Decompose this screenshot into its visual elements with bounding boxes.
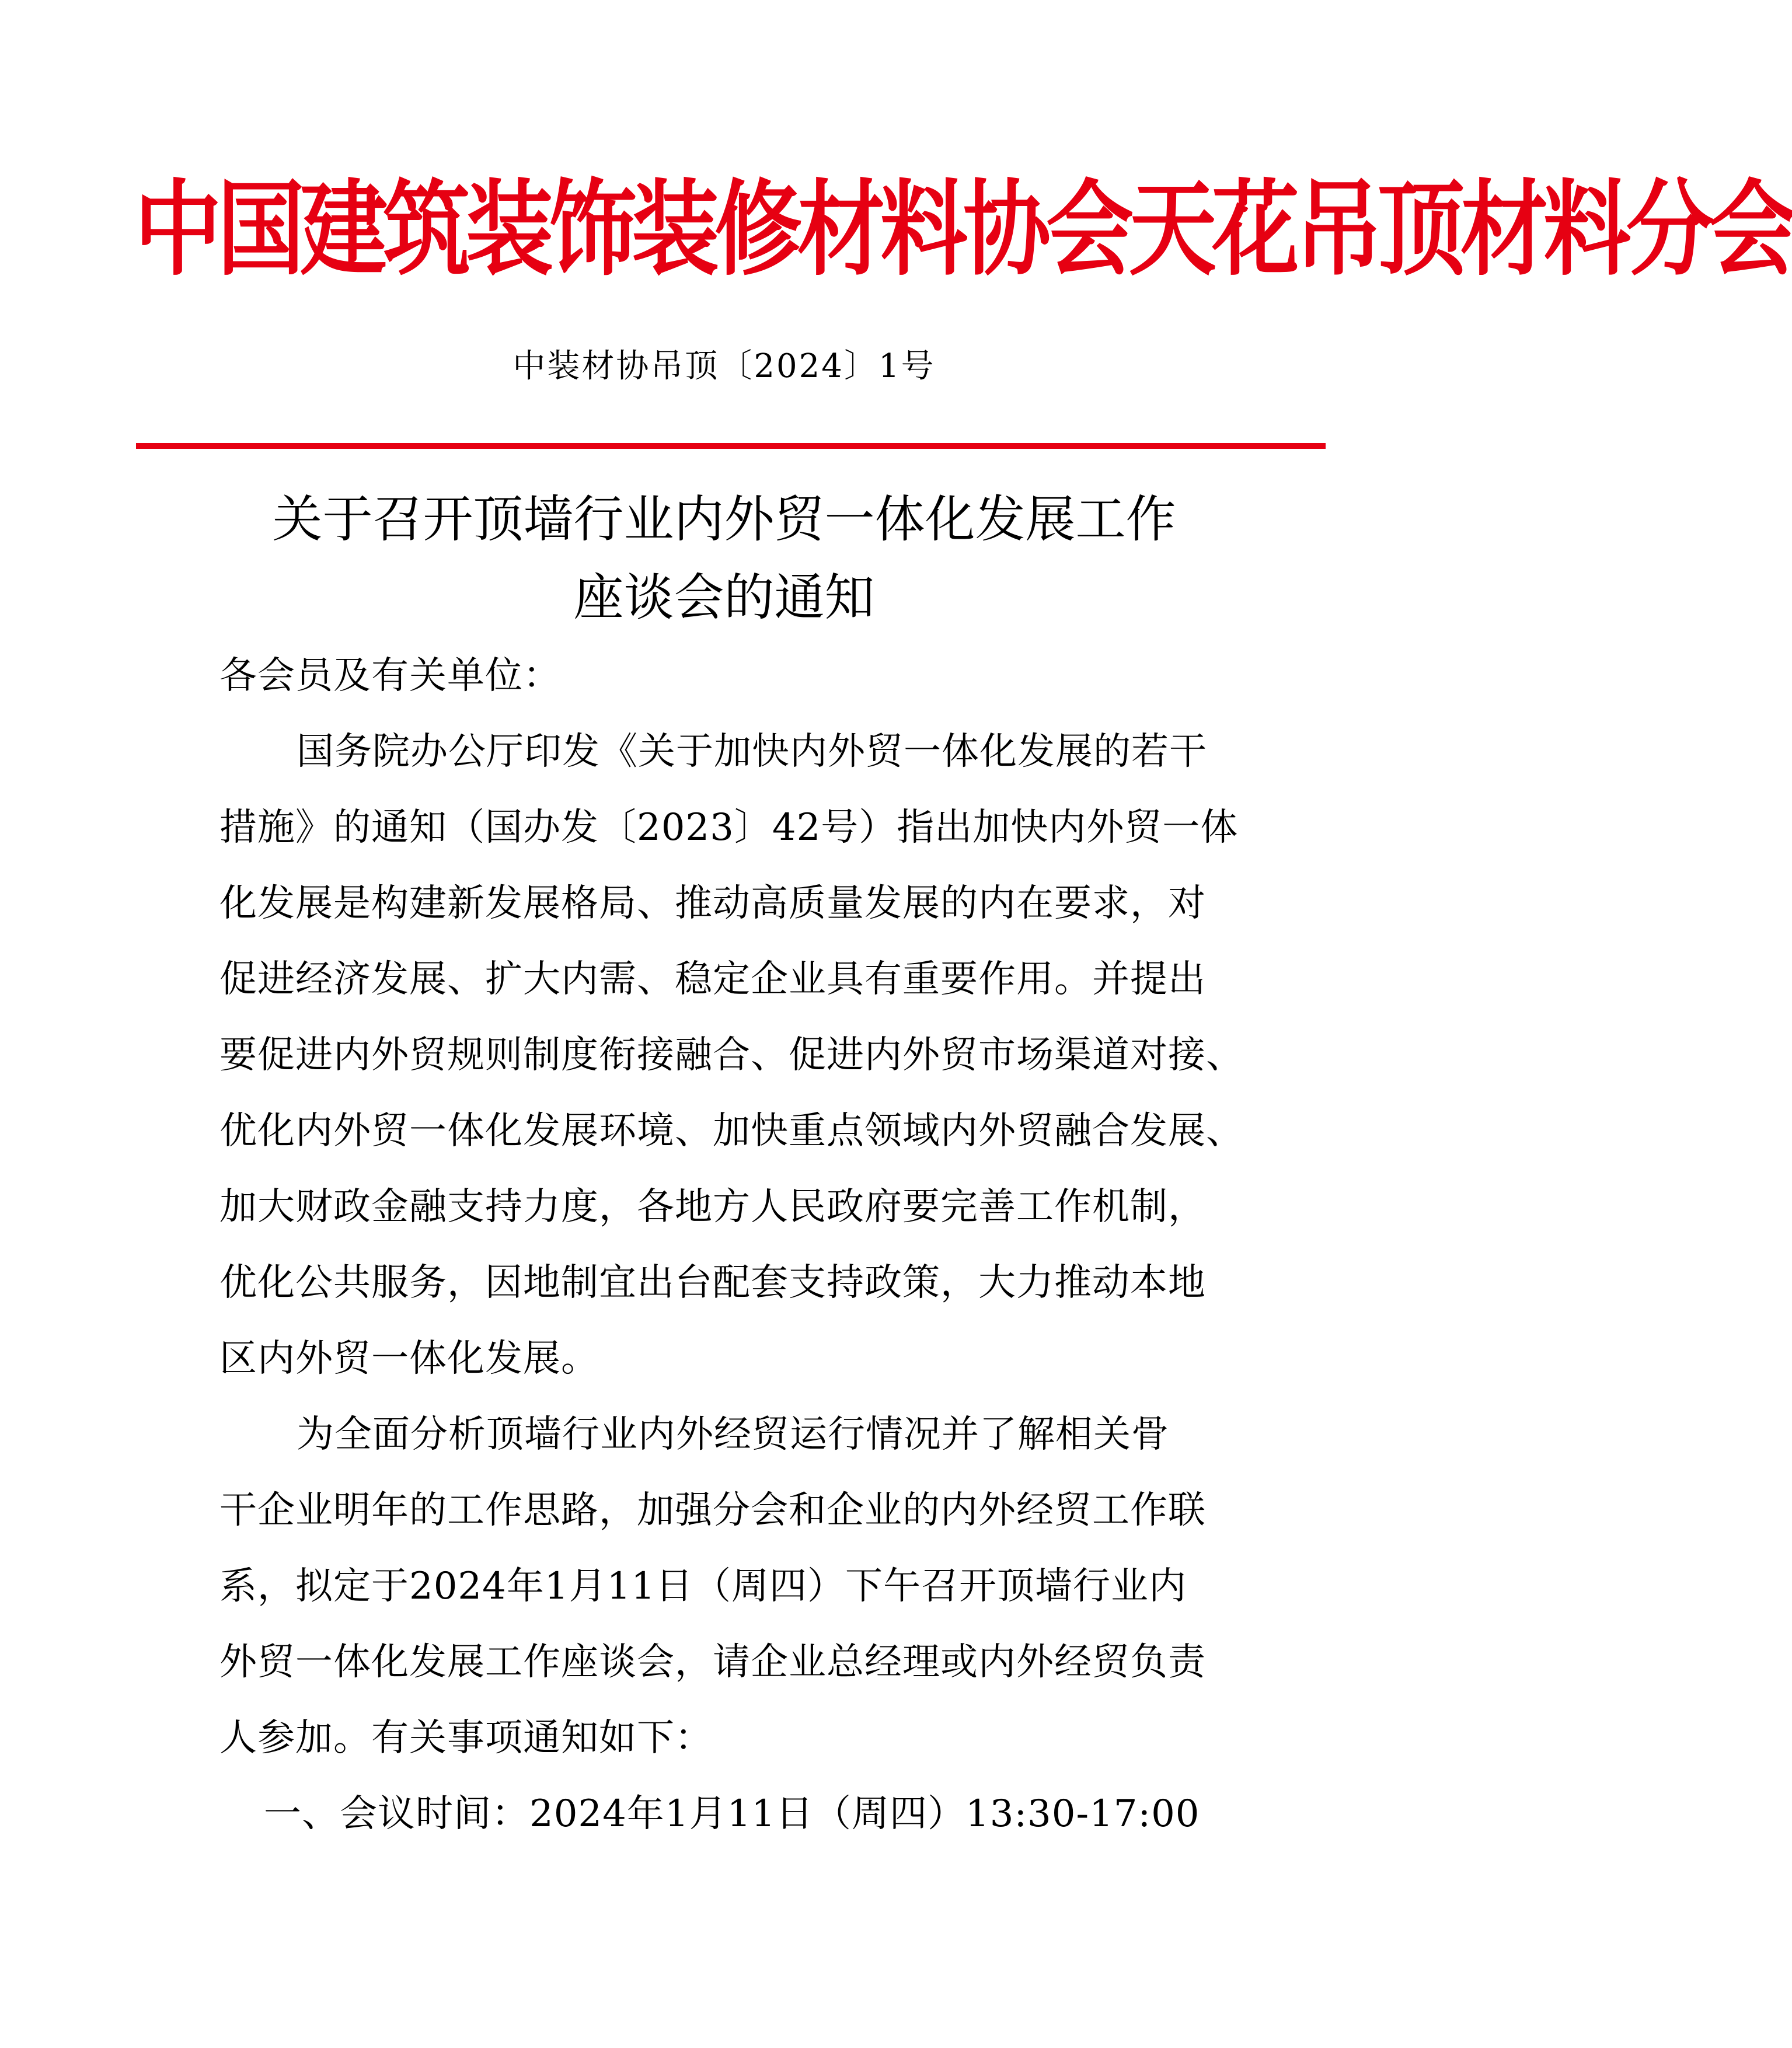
paragraph-line: 加大财政金融支持力度，各地方人民政府要完善工作机制，: [219, 1185, 1206, 1229]
document-number: 中装材协吊顶〔2024〕1号: [513, 347, 936, 385]
paragraph-line: 化发展是构建新发展格局、推动高质量发展的内在要求，对: [219, 882, 1206, 925]
paragraph-line: 国务院办公厅印发《关于加快内外贸一体化发展的若干: [297, 730, 1207, 773]
paragraph-line: 优化公共服务，因地制宜出台配套支持政策，大力推动本地: [219, 1261, 1206, 1304]
paragraph-line: 人参加。有关事项通知如下：: [219, 1716, 713, 1760]
paragraph-line: 要促进内外贸规则制度衔接融合、促进内外贸市场渠道对接、: [219, 1034, 1244, 1077]
paragraph-line: 区内外贸一体化发展。: [219, 1337, 599, 1380]
paragraph-line: 促进经济发展、扩大内需、稳定企业具有重要作用。并提出: [219, 958, 1206, 1001]
red-separator-line: [136, 443, 1326, 449]
salutation: 各会员及有关单位：: [219, 654, 561, 697]
notice-title-line-1: 关于召开顶墙行业内外贸一体化发展工作: [272, 490, 1176, 549]
paragraph-line: 优化内外贸一体化发展环境、加快重点领域内外贸融合发展、: [219, 1110, 1244, 1153]
paragraph-line: 外贸一体化发展工作座谈会，请企业总经理或内外经贸负责: [219, 1641, 1206, 1684]
notice-title-line-2: 座谈会的通知: [573, 568, 875, 627]
paragraph-line: 系，拟定于2024年1月11日（周四）下午召开顶墙行业内: [219, 1565, 1187, 1608]
paragraph-line: 措施》的通知（国办发〔2023〕42号）指出加快内外贸一体: [219, 806, 1239, 849]
paragraph-line: 干企业明年的工作思路，加强分会和企业的内外经贸工作联: [219, 1489, 1206, 1532]
issuing-organization-title: 中国建筑装饰装修材料协会天花吊顶材料分会: [134, 170, 1792, 290]
paragraph-line: 为全面分析顶墙行业内外经贸运行情况并了解相关骨: [297, 1413, 1169, 1456]
item-meeting-time: 一、会议时间：2024年1月11日（周四）13:30-17:00: [264, 1792, 1200, 1836]
